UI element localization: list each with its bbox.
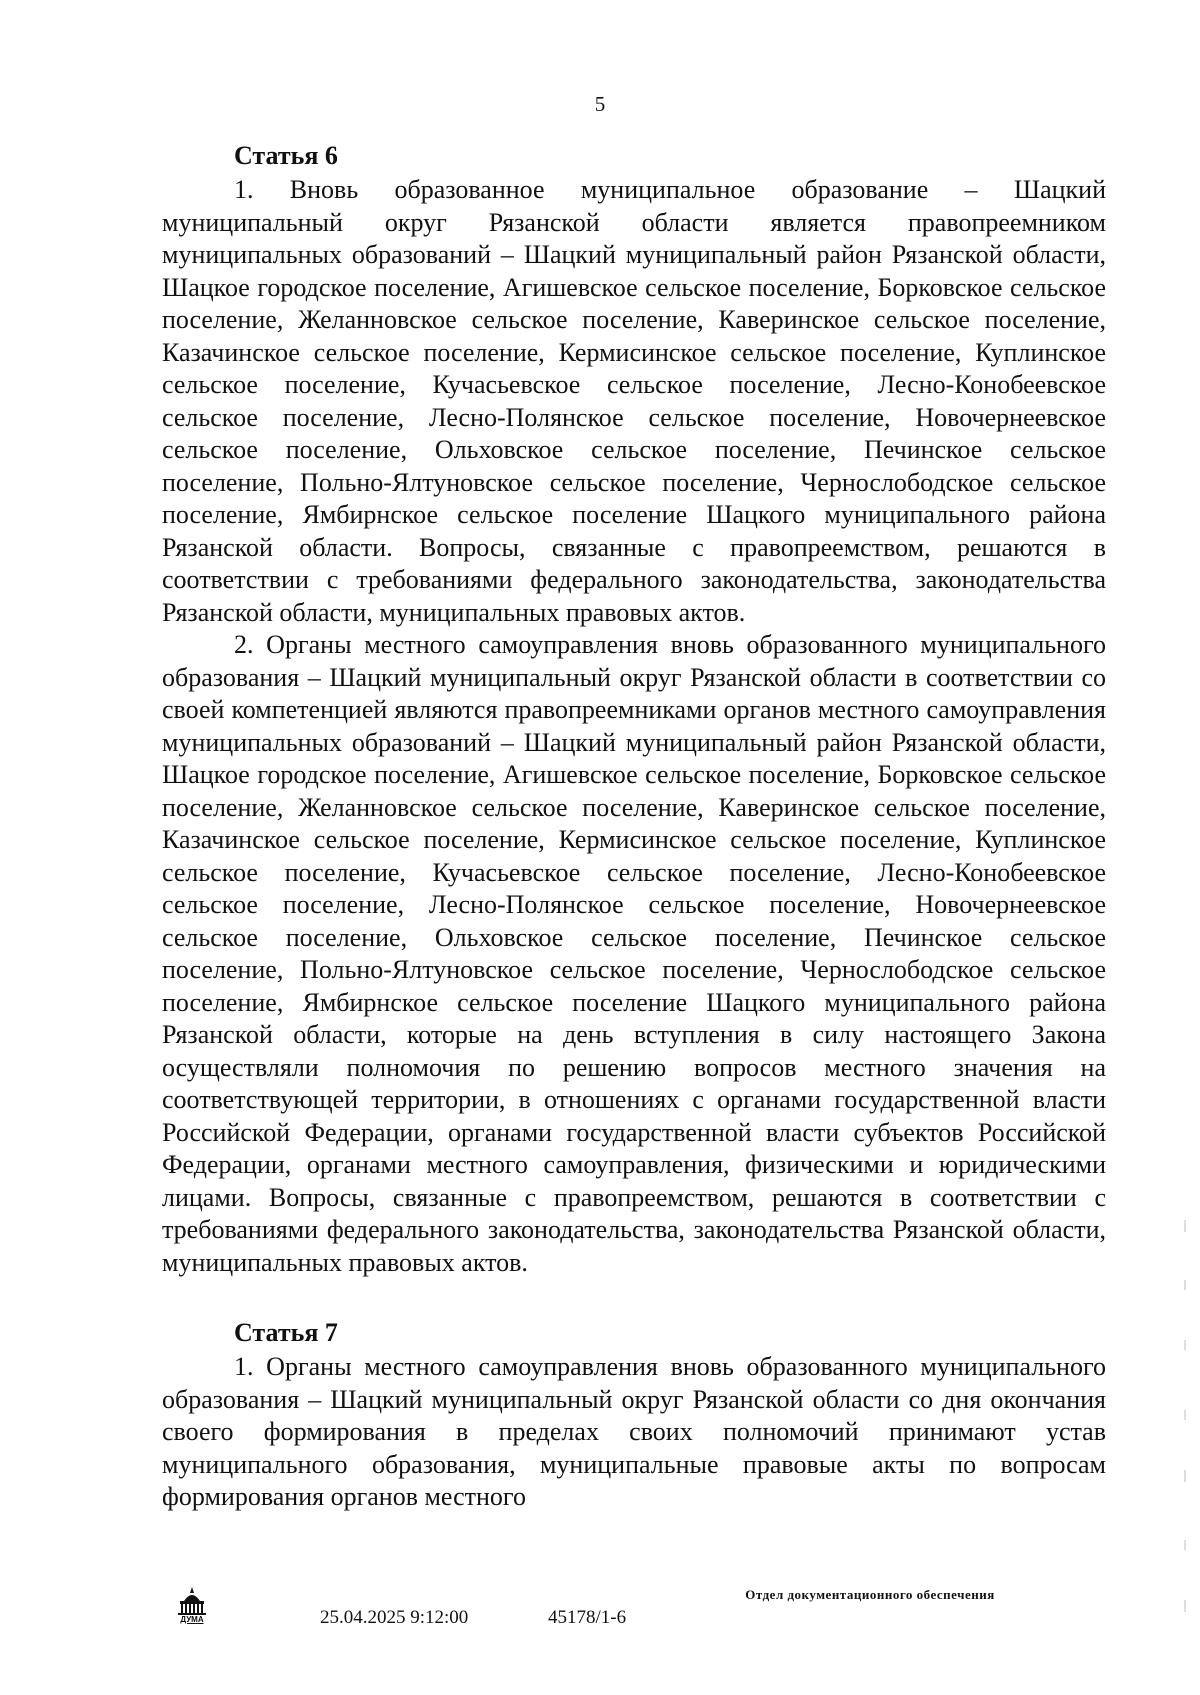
article-6-paragraph-1: 1. Вновь образованное муниципальное образование – Шацкий муниципальный округ Рязанской области является правопреемником муниципальных образований – Шацкий муниципальный район Рязанской области, Шацкое городское поселение, Агишевское сельское поселение, Борковское сельское поселение, Желанновское сельское поселение, Каверинское сельское поселение, Казачинское сельское поселение, Кермисинское сельское поселение, Куплинское сельское поселение, Кучасьевское сельское поселение, Лесно-Конобеевское сельское поселение, Лесно-Полянское сельское поселение, Новочернеевское сельское поселение, Ольховское сельское поселение, Печинское сельское поселение, Польно-Ялтуновское сельское поселение, Чернослободское сельское поселение, Ямбирнское сельское поселение Шацкого муниципального района Рязанской области. Вопросы, связанные с правопреемством, решаются в соответствии с требованиями федерального законодательства, законодательства Рязанской области, муниципальных правовых актов. bbox=[162, 175, 1106, 627]
footer-datetime: 25.04.2025 9:12:00 bbox=[320, 1607, 469, 1628]
page-number: 5 bbox=[594, 92, 606, 116]
document-footer bbox=[0, 1585, 1200, 1645]
seal-label: ДУМА bbox=[180, 1615, 204, 1624]
document-body bbox=[162, 140, 1106, 1514]
article-6-heading: Статья 6 bbox=[234, 141, 338, 170]
article-6-paragraph-2: 2. Органы местного самоуправления вновь образованного муниципального образования – Шацкий муниципальный округ Рязанской области в соответствии со своей компетенцией являются правопреемниками органов местного самоуправления муниципальных образований – Шацкий муниципальный район Рязанской области, Шацкое городское поселение, Агишевское сельское поселение, Борковское сельское поселение, Желанновское сельское поселение, Каверинское сельское поселение, Казачинское сельское поселение, Кермисинское сельское поселение, Куплинское сельское поселение, Кучасьевское сельское поселение, Лесно-Конобеевское сельское поселение, Лесно-Полянское сельское поселение, Новочернеевское сельское поселение, Ольховское сельское поселение, Печинское сельское поселение, Польно-Ялтуновское сельское поселение, Чернослободское сельское поселение, Ямбирнское сельское поселение Шацкого муниципального района Рязанской области, которые на день вступления в силу настоящего Закона осуществляли полномочия по решению вопросов местного значения на соответствующей территории, в отношениях с органами государственной власти Российской Федерации, органами государственной власти субъектов Российской Федерации, органами местного самоуправления, физическими и юридическими лицами. Вопросы, связанные с правопреемством, решаются в соответствии с требованиями федерального законодательства, законодательства Рязанской области, муниципальных правовых актов. bbox=[162, 630, 1106, 1277]
footer-department-stamp: Отдел документационного обеспечения bbox=[745, 1587, 995, 1602]
footer-reg-number: 45178/1-6 bbox=[548, 1607, 627, 1628]
scan-margin-marks bbox=[1182, 1220, 1188, 1640]
article-7-heading: Статья 7 bbox=[234, 1318, 338, 1347]
article-7-paragraph-1: 1. Органы местного самоуправления вновь образованного муниципального образования – Шацкий муниципальный округ Рязанской области со дня окончания своего формирования в пределах своих полномочий принимают устав муниципального образования, муниципальные правовые акты по вопросам формирования органов местного bbox=[162, 1352, 1106, 1511]
